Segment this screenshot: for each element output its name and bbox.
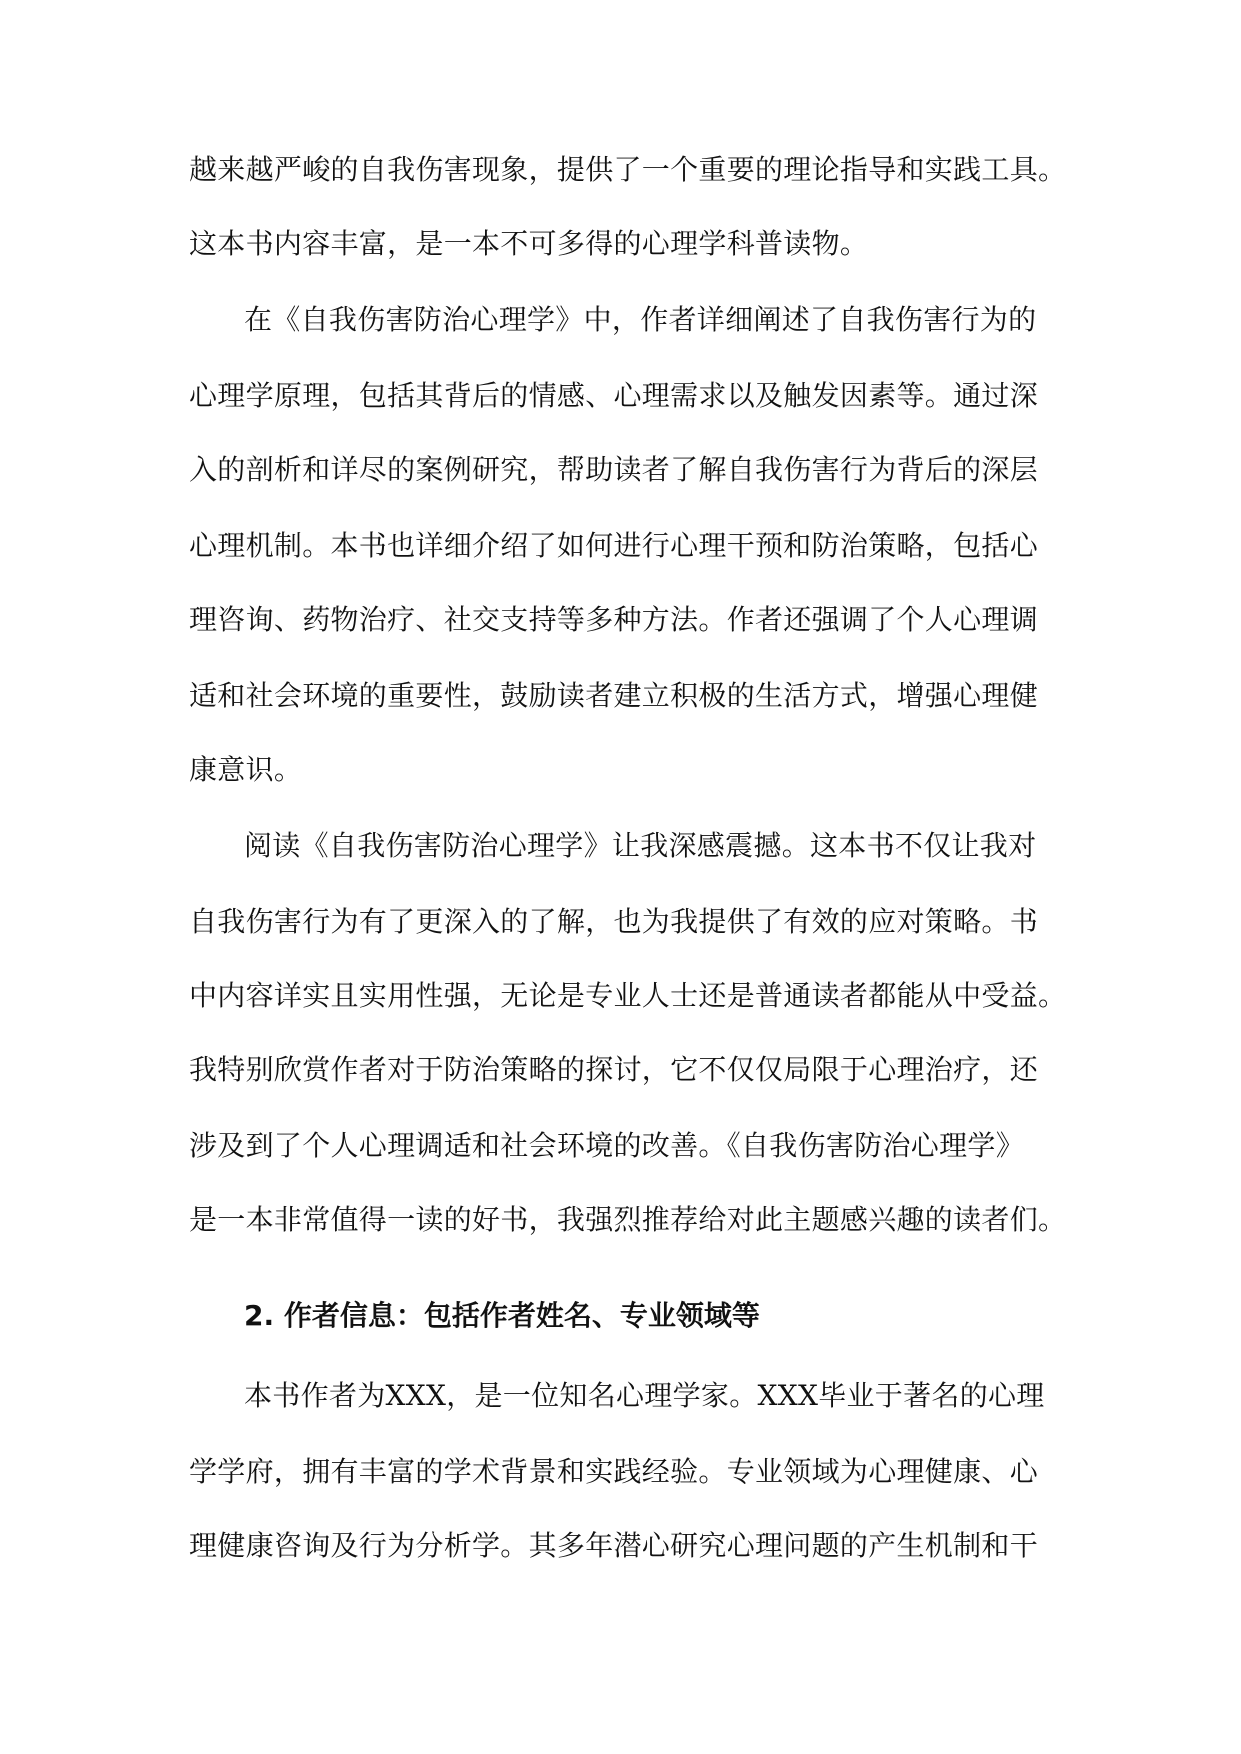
paragraph-3-line-4: 我特别欣赏作者对于防治策略的探讨，它不仅仅局限于心理治疗，还	[189, 1053, 1039, 1086]
paragraph-2-line-2: 心理学原理，包括其背后的情感、心理需求以及触发因素等。通过深	[189, 379, 1039, 412]
paragraph-1-line-1: 越来越严峻的自我伤害现象，提供了一个重要的理论指导和实践工具。	[189, 153, 1067, 186]
paragraph-2-line-7: 康意识。	[189, 753, 303, 786]
paragraph-3-line-2: 自我伤害行为有了更深入的了解，也为我提供了有效的应对策略。书	[189, 905, 1039, 938]
paragraph-2-line-3: 入的剖析和详尽的案例研究，帮助读者了解自我伤害行为背后的深层	[189, 453, 1039, 486]
paragraph-3-line-6: 是一本非常值得一读的好书，我强烈推荐给对此主题感兴趣的读者们。	[189, 1203, 1067, 1236]
paragraph-4-line-3: 理健康咨询及行为分析学。其多年潜心研究心理问题的产生机制和干	[189, 1529, 1039, 1562]
paragraph-2-line-4: 心理机制。本书也详细介绍了如何进行心理干预和防治策略，包括心	[189, 529, 1039, 562]
paragraph-2-line-5: 理咨询、药物治疗、社交支持等多种方法。作者还强调了个人心理调	[189, 603, 1039, 636]
paragraph-2-line-6: 适和社会环境的重要性，鼓励读者建立积极的生活方式，增强心理健	[189, 679, 1039, 712]
paragraph-3-line-1: 阅读《自我伤害防治心理学》让我深感震撼。这本书不仅让我对	[244, 829, 1037, 862]
section-2-heading: 2. 作者信息：包括作者姓名、专业领域等	[244, 1299, 760, 1332]
paragraph-1-line-2: 这本书内容丰富，是一本不可多得的心理学科普读物。	[189, 227, 869, 260]
paragraph-3-line-3: 中内容详实且实用性强，无论是专业人士还是普通读者都能从中受益。	[189, 979, 1067, 1012]
paragraph-4-line-1: 本书作者为XXX，是一位知名心理学家。XXX毕业于著名的心理	[244, 1379, 1045, 1412]
paragraph-2-line-1: 在《自我伤害防治心理学》中，作者详细阐述了自我伤害行为的	[244, 303, 1037, 336]
paragraph-4-line-2: 学学府，拥有丰富的学术背景和实践经验。专业领域为心理健康、心	[189, 1455, 1039, 1488]
paragraph-3-line-5: 涉及到了个人心理调适和社会环境的改善。《自我伤害防治心理学》	[189, 1129, 1025, 1162]
